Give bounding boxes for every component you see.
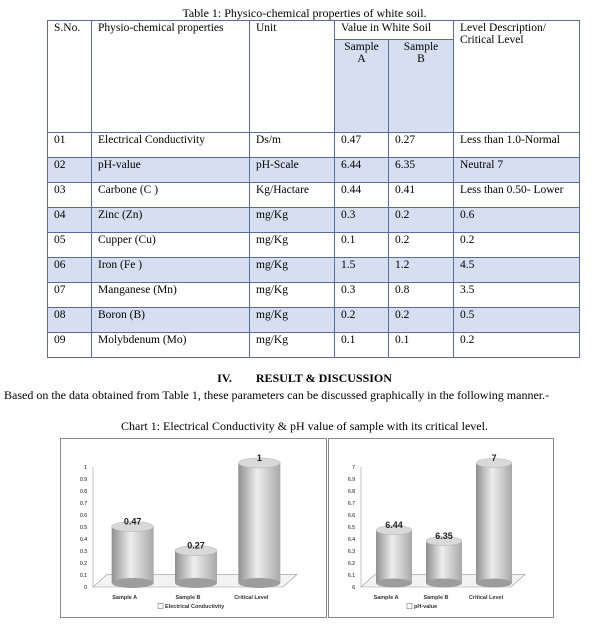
y-tick-label: 0.5	[80, 525, 87, 531]
chart-panel-ph	[328, 438, 554, 618]
header-sample-a-line1: Sample	[344, 41, 379, 53]
y-tick-label: 6.9	[348, 477, 355, 483]
cell-sample-b: 0.8	[389, 283, 454, 308]
bar-base	[112, 578, 154, 588]
bar-base	[376, 579, 412, 588]
cell-level: Less than 1.0-Normal	[454, 133, 580, 158]
table-row	[48, 133, 580, 158]
bar-value-label: 0.47	[123, 516, 142, 527]
cell-sno: 05	[48, 233, 92, 258]
cell-unit: mg/Kg	[250, 333, 335, 358]
cell-sample-b: 0.27	[389, 133, 454, 158]
y-tick-label: 6.8	[348, 489, 355, 495]
cell-level: 3.5	[454, 283, 580, 308]
cell-sample-a: 0.47	[335, 133, 389, 158]
table-row	[48, 308, 580, 333]
header-sample-b-line1: Sample	[403, 41, 439, 53]
y-tick-label: 0.1	[80, 573, 87, 579]
cell-level: 0.6	[454, 208, 580, 233]
bar-value-label: 0.27	[187, 540, 205, 551]
x-category-label: Sample A	[373, 595, 399, 601]
table-row	[48, 183, 580, 208]
bar-base	[238, 578, 280, 588]
cell-level: Less than 0.50- Lower	[454, 183, 580, 208]
cell-sample-b: 0.2	[389, 208, 454, 233]
y-tick-label: 0	[84, 585, 87, 591]
cell-sample-a: 6.44	[335, 158, 389, 183]
cell-sample-b: 1.2	[389, 258, 454, 283]
cell-sample-b: 0.2	[389, 308, 454, 333]
cell-unit: mg/Kg	[250, 233, 335, 258]
y-tick-label: 0.7	[80, 501, 87, 507]
x-category-label: Critical Level	[468, 595, 504, 601]
cell-sample-a: 0.2	[335, 308, 389, 333]
y-tick-label: 6.7	[348, 501, 355, 507]
cell-sample-a: 0.3	[335, 283, 389, 308]
table-row	[48, 158, 580, 183]
cell-property: Electrical Conductivity	[92, 133, 250, 158]
bar-base	[476, 579, 512, 588]
cell-unit: mg/Kg	[250, 283, 335, 308]
x-category-label: Critical Level	[234, 595, 269, 601]
cell-level: 0.2	[454, 233, 580, 258]
cell-sno: 07	[48, 283, 92, 308]
cell-sample-a: 0.1	[335, 233, 389, 258]
cell-sno: 06	[48, 258, 92, 283]
y-tick-label: 1	[84, 465, 87, 471]
cell-sample-b: 0.2	[389, 233, 454, 258]
table-row	[48, 333, 580, 358]
ec-chart	[61, 439, 326, 617]
bar-value-label: 6.35	[435, 531, 453, 541]
header-level: Level Description/ Critical Level	[454, 21, 580, 133]
bar-body	[238, 463, 280, 583]
legend-label: Electrical Conductivity	[165, 604, 225, 610]
y-tick-label: 0.4	[80, 537, 87, 543]
bar-value-label: 7	[491, 453, 497, 463]
ph-chart	[329, 439, 553, 617]
x-category-label: Sample B	[423, 595, 449, 601]
y-tick-label: 6	[352, 585, 355, 591]
cell-sample-a: 1.5	[335, 258, 389, 283]
cell-unit: mg/Kg	[250, 308, 335, 333]
y-tick-label: 0.2	[80, 561, 87, 567]
y-tick-label: 0.6	[80, 513, 87, 519]
bar-value-label: 6.44	[385, 520, 403, 531]
cell-property: pH-value	[92, 158, 250, 183]
cell-sno: 02	[48, 158, 92, 183]
header-sample-a	[335, 40, 389, 133]
cell-sno: 04	[48, 208, 92, 233]
cell-property: Manganese (Mn)	[92, 283, 250, 308]
cell-unit: mg/Kg	[250, 258, 335, 283]
header-sample-a-line2: A	[357, 53, 366, 65]
cell-property: Iron (Fe )	[92, 258, 250, 283]
cell-unit: Ds/m	[250, 133, 335, 158]
bar-base	[426, 579, 462, 588]
header-sample-b	[389, 40, 454, 133]
legend-label: pH-value	[414, 604, 438, 610]
y-tick-label: 6.4	[348, 537, 355, 543]
cell-sno: 03	[48, 183, 92, 208]
y-tick-label: 7	[352, 465, 355, 471]
cell-sample-b: 6.35	[389, 158, 454, 183]
properties-table	[47, 20, 580, 358]
bar-base	[175, 578, 217, 588]
chart-caption: Chart 1: Electrical Conductivity & pH value of sample with its critical level.	[121, 419, 488, 433]
section-heading: IV. RESULT & DISCUSSION	[217, 371, 392, 385]
cell-level: 4.5	[454, 258, 580, 283]
table-row	[48, 283, 580, 308]
y-tick-label: 0.8	[80, 489, 87, 495]
legend-swatch	[407, 604, 412, 609]
header-sample-b-line2: B	[417, 53, 425, 65]
header-value: Value in White Soil	[335, 21, 454, 40]
table-row	[48, 233, 580, 258]
bar-body	[112, 527, 154, 583]
cell-sno: 08	[48, 308, 92, 333]
bar-body	[476, 463, 512, 583]
table-row	[48, 208, 580, 233]
cell-property: Cupper (Cu)	[92, 233, 250, 258]
chart-panel-ec	[60, 438, 327, 618]
legend-swatch	[158, 604, 163, 609]
cell-sample-a: 0.44	[335, 183, 389, 208]
y-tick-label: 0.3	[80, 549, 87, 555]
cell-unit: Kg/Hactare	[250, 183, 335, 208]
y-tick-label: 6.3	[348, 549, 355, 555]
cell-property: Boron (B)	[92, 308, 250, 333]
bar-body	[376, 530, 412, 583]
cell-level: Neutral 7	[454, 158, 580, 183]
bar-body	[426, 541, 462, 583]
x-category-label: Sample B	[175, 595, 201, 601]
table-caption: Table 1: Physico-chemical properties of white soil.	[182, 6, 427, 20]
cell-level: 0.2	[454, 333, 580, 358]
x-category-label: Sample A	[112, 595, 138, 601]
header-property: Physio-chemical properties	[92, 21, 250, 133]
y-tick-label: 6.1	[348, 573, 355, 579]
cell-sample-b: 0.1	[389, 333, 454, 358]
y-tick-label: 6.2	[348, 561, 355, 567]
cell-sample-b: 0.41	[389, 183, 454, 208]
cell-level: 0.5	[454, 308, 580, 333]
header-unit: Unit	[250, 21, 335, 133]
cell-sample-a: 0.1	[335, 333, 389, 358]
cell-unit: mg/Kg	[250, 208, 335, 233]
y-tick-label: 0.9	[80, 477, 87, 483]
header-sno: S.No.	[48, 21, 92, 133]
bar-value-label: 1	[256, 453, 262, 463]
y-tick-label: 6.6	[348, 513, 355, 519]
cell-property: Carbone (C )	[92, 183, 250, 208]
cell-unit: pH-Scale	[250, 158, 335, 183]
table-row	[48, 258, 580, 283]
cell-sno: 01	[48, 133, 92, 158]
cell-sno: 09	[48, 333, 92, 358]
cell-property: Zinc (Zn)	[92, 208, 250, 233]
table-header-row	[48, 21, 580, 40]
body-paragraph: Based on the data obtained from Table 1, these parameters can be discussed graphically in the following manner.-	[4, 388, 550, 402]
cell-property: Molybdenum (Mo)	[92, 333, 250, 358]
y-tick-label: 6.5	[348, 525, 355, 531]
cell-sample-a: 0.3	[335, 208, 389, 233]
